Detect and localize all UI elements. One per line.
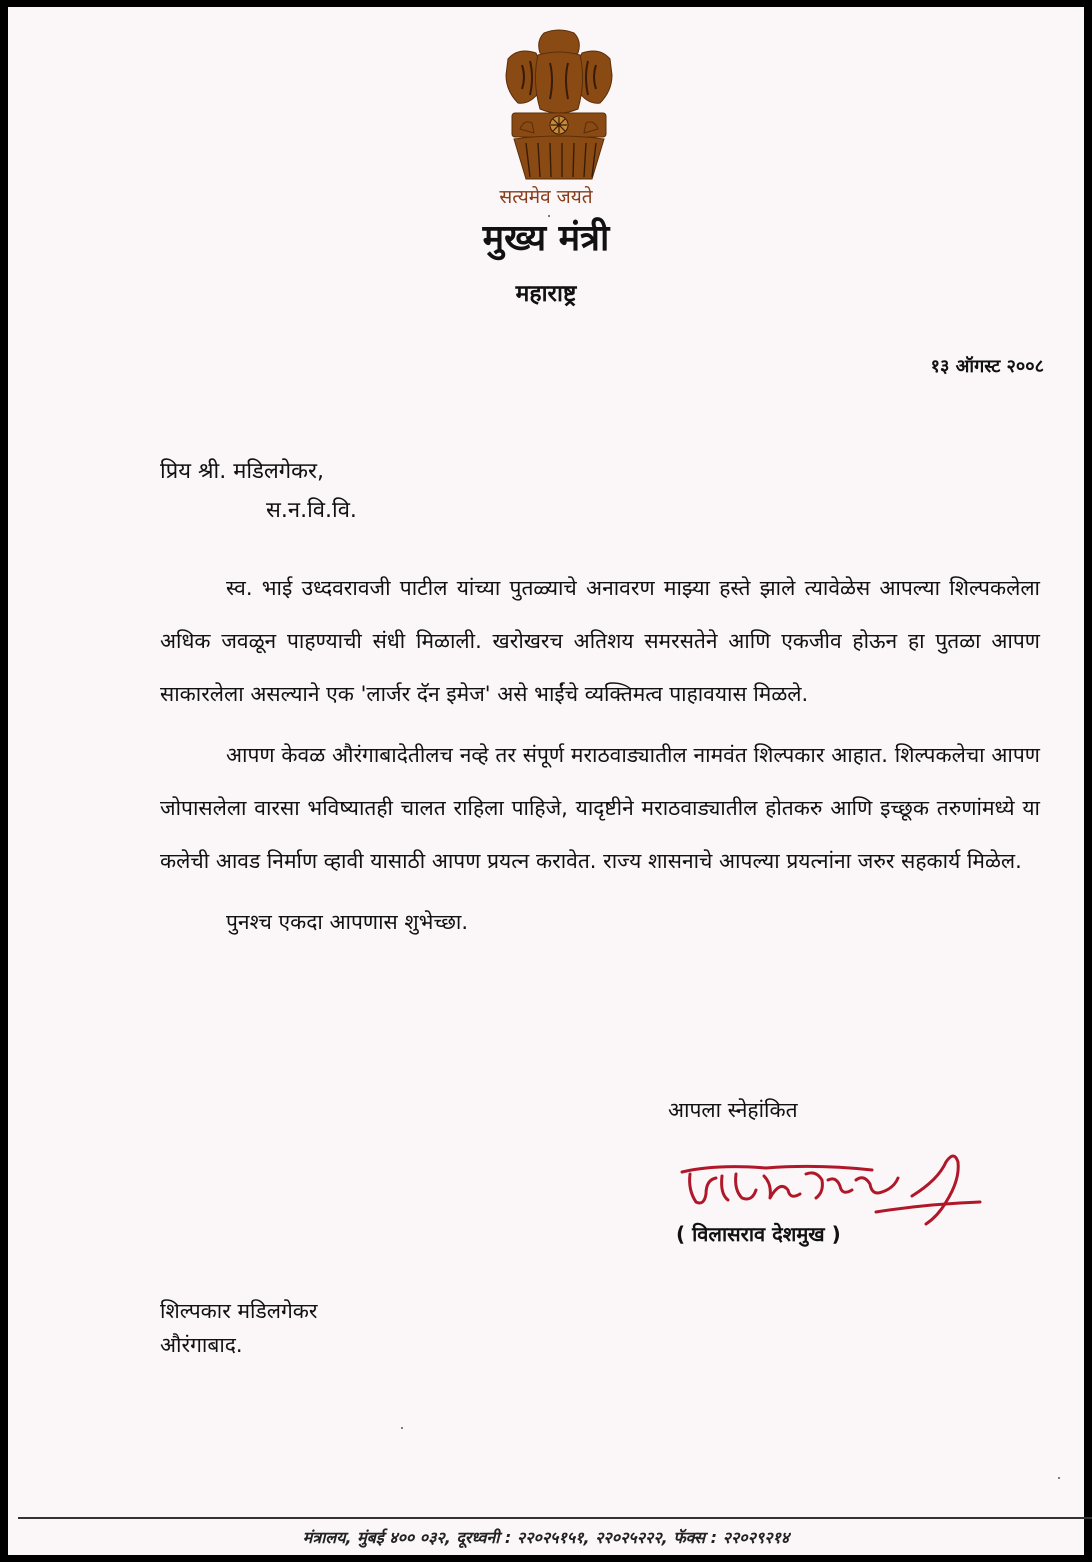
handwritten-signature [676,1150,986,1230]
letter-date: १३ ऑगस्ट २००८ [930,356,1044,377]
closing-phrase: आपला स्नेहांकित [668,1098,798,1122]
body-paragraph: आपण केवळ औरंगाबादेतीलच नव्हे तर संपूर्ण मराठवाड्यातील नामवंत शिल्पकार आहात. शिल्पकलेचा आपण जोपासलेला वारसा भविष्यातही चालत राहिला पाहिजे, यादृष्टीने मराठवाड्यातील होतकरु आणि इच्छूक तरुणांमध्ये या कलेची आवड निर्माण व्हावी यासाठी आपण प्रयत्न करावेत. राज्य शासनाचे आपल्या प्रयत्नांना जरुर सहकार्य मिळेल. [160,743,1040,873]
footer-divider [18,1517,1092,1519]
letter-body [160,562,1040,957]
office-title: मुख्य मंत्री [482,218,610,259]
greeting: स.न.वि.वि. [266,498,357,523]
recipient-name: शिल्पकार मडिलगेकर [160,1299,318,1323]
recipient-address [160,1294,318,1362]
office-state: महाराष्ट्र [515,281,577,307]
emblem-motto: सत्यमेव जयते [499,186,593,208]
body-paragraph: पुनश्च एकदा आपणास शुभेच्छा. [226,910,469,934]
recipient-city: औरंगाबाद. [160,1333,243,1357]
body-paragraph: स्व. भाई उध्दवरावजी पाटील यांच्या पुतळ्याचे अनावरण माझ्या हस्ते झाले त्यावेळेस आपल्या शिल्पकलेला अधिक जवळून पाहण्याची संधी मिळाली. खरोखरच अतिशय समरसतेने आणि एकजीव होऊन हा पुतळा आपण साकारलेला असल्याने एक 'लार्जर दॅन इमेज' असे भाईंचे व्यक्तिमत्व पाहावयास मिळले. [160,576,1040,706]
signatory-name: ( विलासराव देशमुख ) [676,1222,841,1246]
footer-address: मंत्रालय, मुंबई ४०० ०३२, दूरध्वनी : २२०२५१५१, २२०२५२२२, फॅक्स : २२०२९२१४ [302,1528,790,1547]
national-emblem-icon [500,29,618,187]
salutation: प्रिय श्री. मडिलगेकर, [160,459,325,484]
